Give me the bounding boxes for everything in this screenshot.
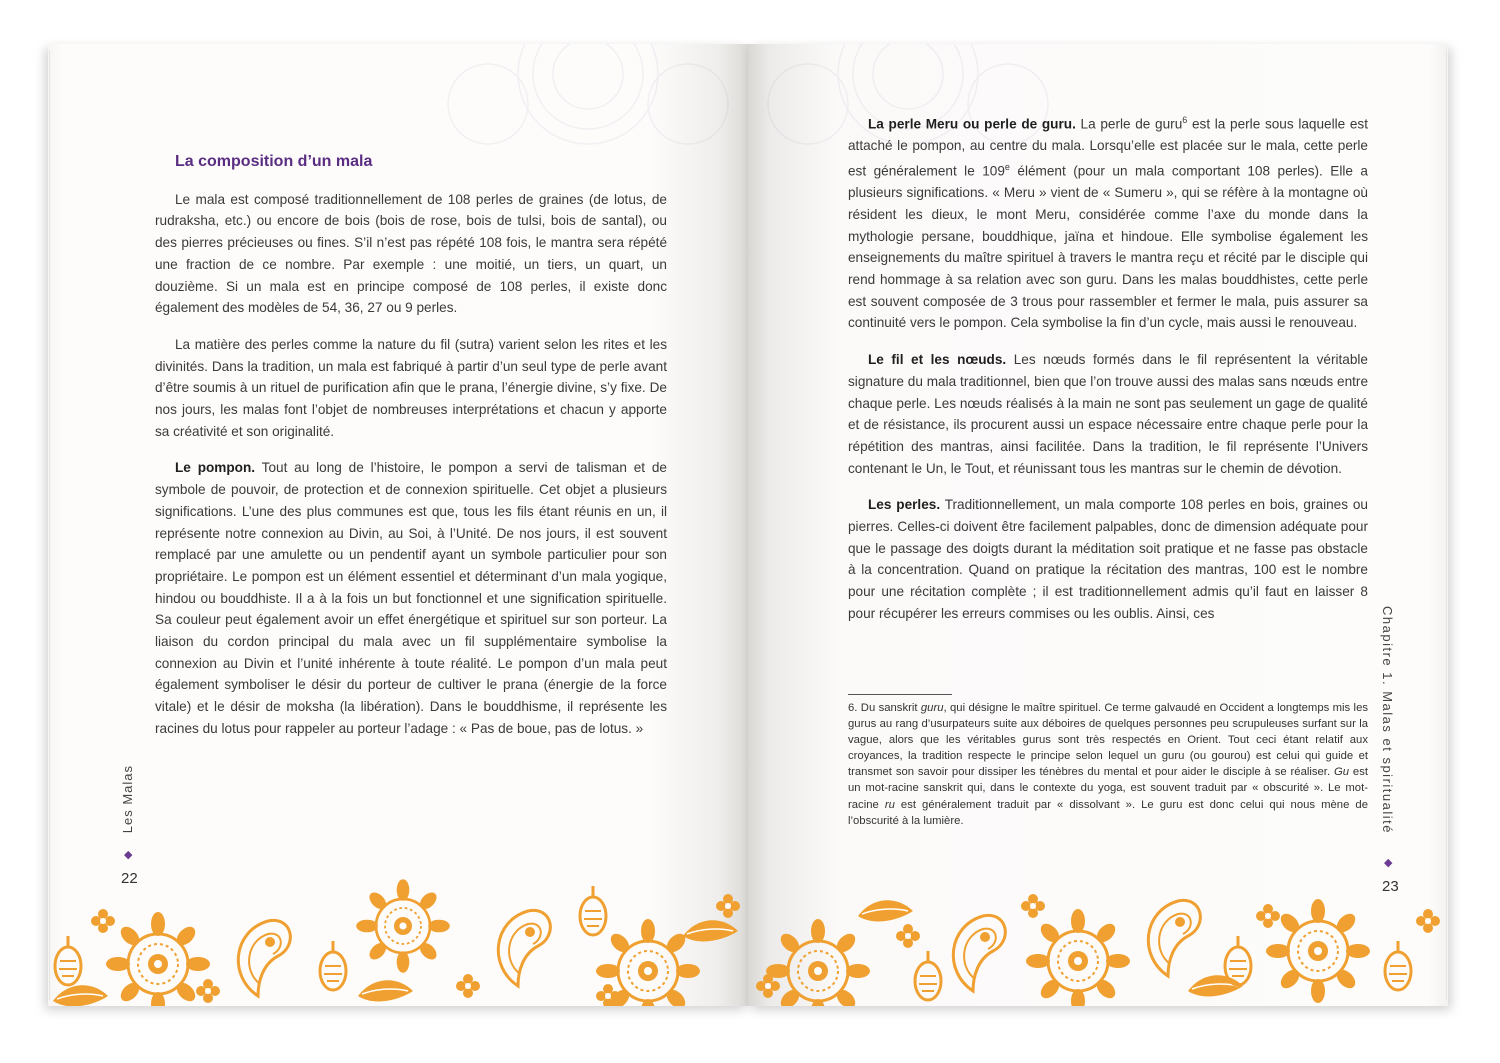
floral-border-right [748,876,1448,1006]
left-page [48,44,748,1006]
page-number-right: 23 [1382,878,1399,895]
page-number-left: 22 [121,870,138,887]
page-edge-right [1446,50,1448,1000]
paragraph: Le mala est composé traditionnellement de 108 perles de graines (de lotus, de rudraksha, etc.) ou encore de bois (bois de rose, bois de tulsi, bois de santal), ou des pierres précieuses ou fines. S’il n’est pas répété 108 fois, le mantra sera répété une fraction de ce nombre. Par exemple : une moitié, un tiers, un quart, un douzième. Si un mala est en principe composé de 108 perles, il existe donc également des modèles de 54, 36, 27 ou 9 perles. [155,191,667,316]
footnote-number: 6. [848,702,858,714]
footnote-term: ru [884,798,895,811]
open-book [48,44,1448,1006]
meru-label: La perle Meru ou perle de guru. [868,116,1076,132]
footnote-divider [848,694,952,695]
pompon-text: Tout au long de l’histoire, le pompon a servi de talisman et de symbole de pouvoir, de protection et de connexion spirituelle. Cet objet a plusieurs significations. L’une des plus communes est que, tous les fils étant réunis en un, il représente notre connexion au Divin, au Soi, à l’Unité. De nos jours, il est souvent remplacé par une amulette ou un pendentif ayant un symbole particulier pour son propriétaire. Le pompon est un élément essentiel et déterminant d’un mala yogique, hindou ou bouddhiste. Il a à la fois un but fonctionnel et une signification spirituelle. Sa couleur peut également avoir un effet énergétique et spirituel sur son porteur. La liaison du cordon principal du mala avec un fil supplémentaire symbolise la connexion au Divin et l’unité inhérente à toute réalité. Le pompon d’un mala peut également symboliser le désir du porteur de cultiver le prana (énergie de la force vitale) et le désir de moksha (la libération). Dans le bouddhisme, il représente les racines du lotus pour rappeler au porteur l’adage : « Pas de boue, pas de lotus. » [155,460,667,736]
footnote-text: est généralement traduit par « dissolvant ». Le guru est donc celui qui nous mène de l’obscurité à la lumière. [848,798,1368,827]
section-title: La composition d’un mala [175,153,373,170]
perles-text: Traditionnellement, un mala comporte 108 perles en bois, graines ou pierres. Celles-ci doivent être facilement palpables, donc de dimension adéquate pour que le passage des doigts durant la méditation soit pratique et ne fasse pas obstacle à la concentration. Quand on pratique la récitation des mantras, 100 est le nombre pour une récitation complète ; il est traditionnellement admis qu’il faut en laisser 8 pour récupérer les erreurs commises ou les oublis. Ainsi, ces [848,497,1368,621]
ordinal-suffix: e [1004,161,1010,172]
footnote-ref: 6 [1182,115,1188,125]
paragraph: La matière des perles comme la nature du fil (sutra) varient selon les rites et les divinités. Dans la tradition, un mala est fabriqué à partir d’un seul type de perle avant d’être soumis à un rituel de purification afin que le prana, l’énergie divine, s’y fixe. De nos jours, les malas font l’objet de nombreuses interprétations et chacun y apporte sa créativité et son originalité. [155,336,667,439]
left-body-text [155,151,667,755]
footnote [848,700,1368,829]
meru-text: La perle de guru [1075,116,1183,132]
paragraph-meru [848,110,1368,334]
meru-text: élément (pour un mala comportant 108 perles). Elle a plusieurs significations. « Meru » vient de « Sumeru », qui se réfère à la montagne où résident les dieux, le mont Meru, considérée comme l’axe du monde dans la mythologie persane, bouddhique, jaïna et hindoue. Elle symbolise également les enseignements du maître spirituel à travers le mantra reçu et récité par le disciple qui rend hommage à sa relation avec son guru. Dans les malas bouddhistes, cette perle est souvent composée de 3 trous pour rassembler et fermer le mala, puis assurer sa continuité vers le pompon. Cela symbolise la fin d’un cycle, mais aussi le renouveau. [848,163,1368,331]
footnote-text: , qui désigne le maître spirituel. Ce terme galvaudé en Occident a longtemps mis les gurus au rang d’usurpateurs suite aux déboires de quelques personnes peu scrupuleuses surfant sur la vague, alors que les véritables gurus sont très respectés en Orient. Tout ceci étant relatif aux croyances, la tradition respecte le principe selon lequel un guru (ou gourou) est celui qui guide et transmet son savoir pour dissiper les ténèbres du mental et pour aider le disciple à se réaliser. [848,702,1369,779]
paragraph-pompon [155,457,667,739]
paragraph-perles [848,494,1368,624]
fil-text: Les nœuds formés dans le fil représentent la véritable signature du mala traditionnel, bien que l’on trouve aussi des malas sans nœuds entre chaque perle. Les nœuds réalisés à la main ne sont pas seulement un gage de qualité et de résistance, ils procurent aussi un espace nécessaire entre chaque perle pour la répétition des mantras, ainsi facilitée. Dans la tradition, le fil représente l’Univers contenant le Un, le Tout, et réunissant tous les mantras sur le chemin de dévotion. [848,352,1368,476]
meru-text: est la perle sous laquelle est attaché le pompon, au centre du mala. Lorsqu’elle est placée sur le mala, cette perle est généralement le 109 [848,116,1369,179]
right-page [748,44,1448,1006]
paragraph-fil [848,349,1368,479]
footnote-text: est un mot-racine sanskrit qui, dans le contexte du yoga, est souvent traduit par « obscurité ». Le mot-racine [848,766,1368,811]
floral-border-left [48,876,748,1006]
right-body-text [848,110,1368,640]
pompon-label: Le pompon. [175,460,256,476]
running-head-left: Les Malas [120,765,135,834]
diamond-icon: ◆ [1384,857,1393,869]
diamond-icon: ◆ [124,849,133,861]
page-edge-left [48,50,50,1000]
footnote-term: Gu [1333,766,1350,779]
fil-label: Le fil et les nœuds. [868,352,1007,368]
footnote-term: guru [920,702,944,714]
footnote-text: Du sanskrit [857,702,921,714]
perles-label: Les perles. [868,497,941,513]
running-head-right: Chapitre 1. Malas et spiritualité [1380,606,1395,834]
